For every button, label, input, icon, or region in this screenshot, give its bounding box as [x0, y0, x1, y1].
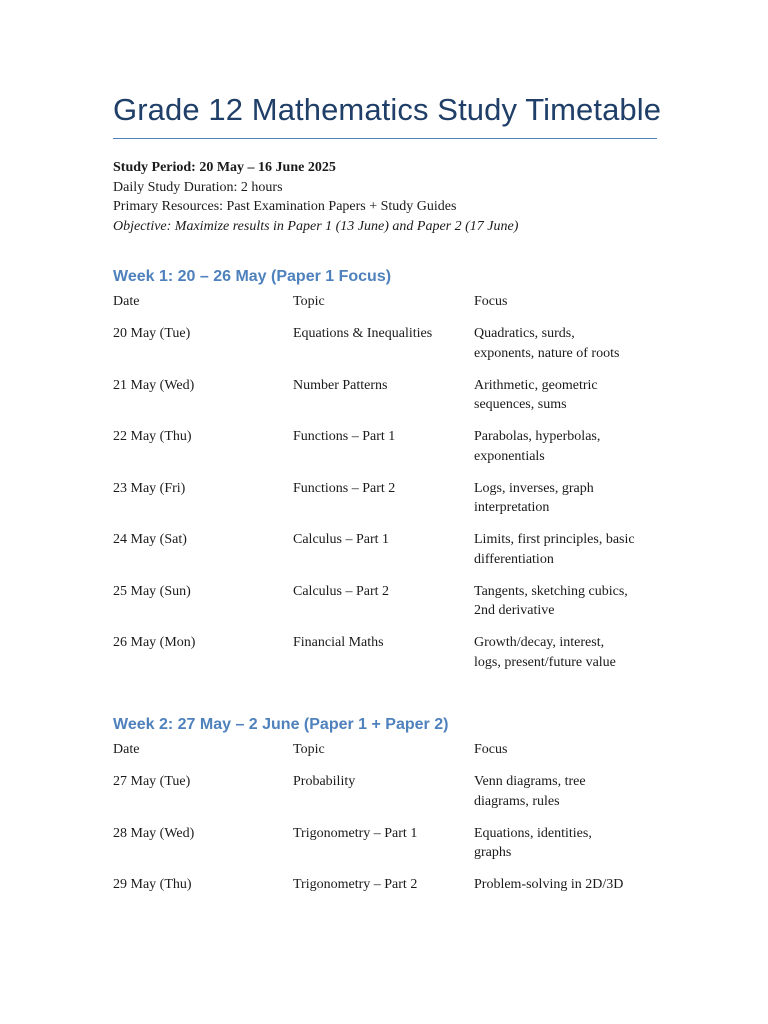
table-row	[113, 633, 658, 685]
row-date: 20 May (Tue)	[113, 326, 191, 341]
focus-line: 2nd derivative	[474, 603, 555, 618]
row-date: 22 May (Thu)	[113, 429, 192, 444]
primary-resources: Primary Resources: Past Examination Papers + Study Guides	[113, 199, 457, 214]
focus-line: graphs	[474, 845, 512, 860]
table-header	[113, 740, 658, 772]
focus-line: diagrams, rules	[474, 793, 560, 809]
focus-line: Parabolas, hyperbolas,	[474, 429, 601, 444]
focus-line: interpretation	[474, 500, 550, 515]
row-topic: Functions – Part 2	[293, 480, 396, 496]
row-date: 23 May (Fri)	[113, 480, 186, 496]
week-1-table	[113, 292, 658, 685]
title-underline	[113, 138, 657, 139]
row-focus	[474, 824, 654, 876]
focus-line: differentiation	[474, 551, 554, 567]
week-2-table	[113, 740, 658, 927]
row-date: 29 May (Thu)	[113, 877, 192, 892]
table-header	[113, 292, 658, 324]
focus-line: logs, present/future value	[474, 654, 616, 670]
focus-line: exponents, nature of roots	[474, 345, 620, 361]
row-focus	[474, 582, 654, 634]
table-row	[113, 479, 658, 531]
table-row	[113, 530, 658, 582]
row-date: 25 May (Sun)	[113, 583, 191, 599]
row-date: 21 May (Wed)	[113, 377, 195, 393]
focus-line: Equations, identities,	[474, 825, 592, 841]
table-row	[113, 427, 658, 479]
focus-line: Tangents, sketching cubics,	[474, 583, 628, 599]
date-column-header: Date	[113, 294, 140, 309]
row-focus	[474, 875, 654, 927]
focus-line: Limits, first principles, basic	[474, 532, 635, 547]
row-focus	[474, 324, 654, 376]
table-row	[113, 376, 658, 428]
objective: Objective: Maximize results in Paper 1 (13 June) and Paper 2 (17 June)	[113, 218, 519, 234]
focus-line: Quadratics, surds,	[474, 326, 575, 341]
topic-column-header: Topic	[293, 742, 325, 757]
focus-line: Logs, inverses, graph	[474, 480, 594, 496]
row-focus	[474, 772, 654, 824]
row-focus	[474, 427, 654, 479]
date-column-header: Date	[113, 742, 140, 757]
row-topic: Financial Maths	[293, 635, 384, 650]
focus-line: Venn diagrams, tree	[474, 774, 586, 789]
row-topic: Equations & Inequalities	[293, 326, 433, 341]
week-2-heading: Week 2: 27 May – 2 June (Paper 1 + Paper 2)	[113, 716, 449, 733]
row-focus	[474, 376, 654, 428]
row-topic: Calculus – Part 1	[293, 532, 390, 547]
row-topic: Calculus – Part 2	[293, 583, 390, 599]
table-row	[113, 582, 658, 634]
focus-line: Growth/decay, interest,	[474, 635, 605, 650]
row-date: 26 May (Mon)	[113, 635, 196, 650]
daily-duration: Daily Study Duration: 2 hours	[113, 179, 283, 195]
row-focus	[474, 633, 654, 685]
study-period: Study Period: 20 May – 16 June 2025	[113, 160, 336, 175]
table-row	[113, 324, 658, 376]
focus-line: exponentials	[474, 448, 545, 464]
focus-line: Arithmetic, geometric	[474, 377, 598, 393]
focus-column-header: Focus	[474, 742, 508, 757]
row-date: 28 May (Wed)	[113, 825, 195, 841]
row-topic: Probability	[293, 774, 356, 789]
week-1-heading: Week 1: 20 – 26 May (Paper 1 Focus)	[113, 268, 392, 285]
row-topic: Trigonometry – Part 2	[293, 877, 418, 892]
row-date: 24 May (Sat)	[113, 532, 187, 547]
table-row	[113, 824, 658, 876]
row-focus	[474, 479, 654, 531]
focus-column-header: Focus	[474, 294, 508, 309]
row-date: 27 May (Tue)	[113, 774, 191, 789]
table-row	[113, 875, 658, 927]
table-row	[113, 772, 658, 824]
page-title: Grade 12 Mathematics Study Timetable	[113, 92, 662, 127]
focus-line: Problem-solving in 2D/3D	[474, 877, 624, 892]
study-info	[113, 158, 518, 236]
row-topic: Number Patterns	[293, 377, 388, 393]
row-topic: Functions – Part 1	[293, 429, 396, 444]
row-focus	[474, 530, 654, 582]
focus-line: sequences, sums	[474, 397, 567, 412]
row-topic: Trigonometry – Part 1	[293, 825, 418, 841]
topic-column-header: Topic	[293, 294, 325, 309]
